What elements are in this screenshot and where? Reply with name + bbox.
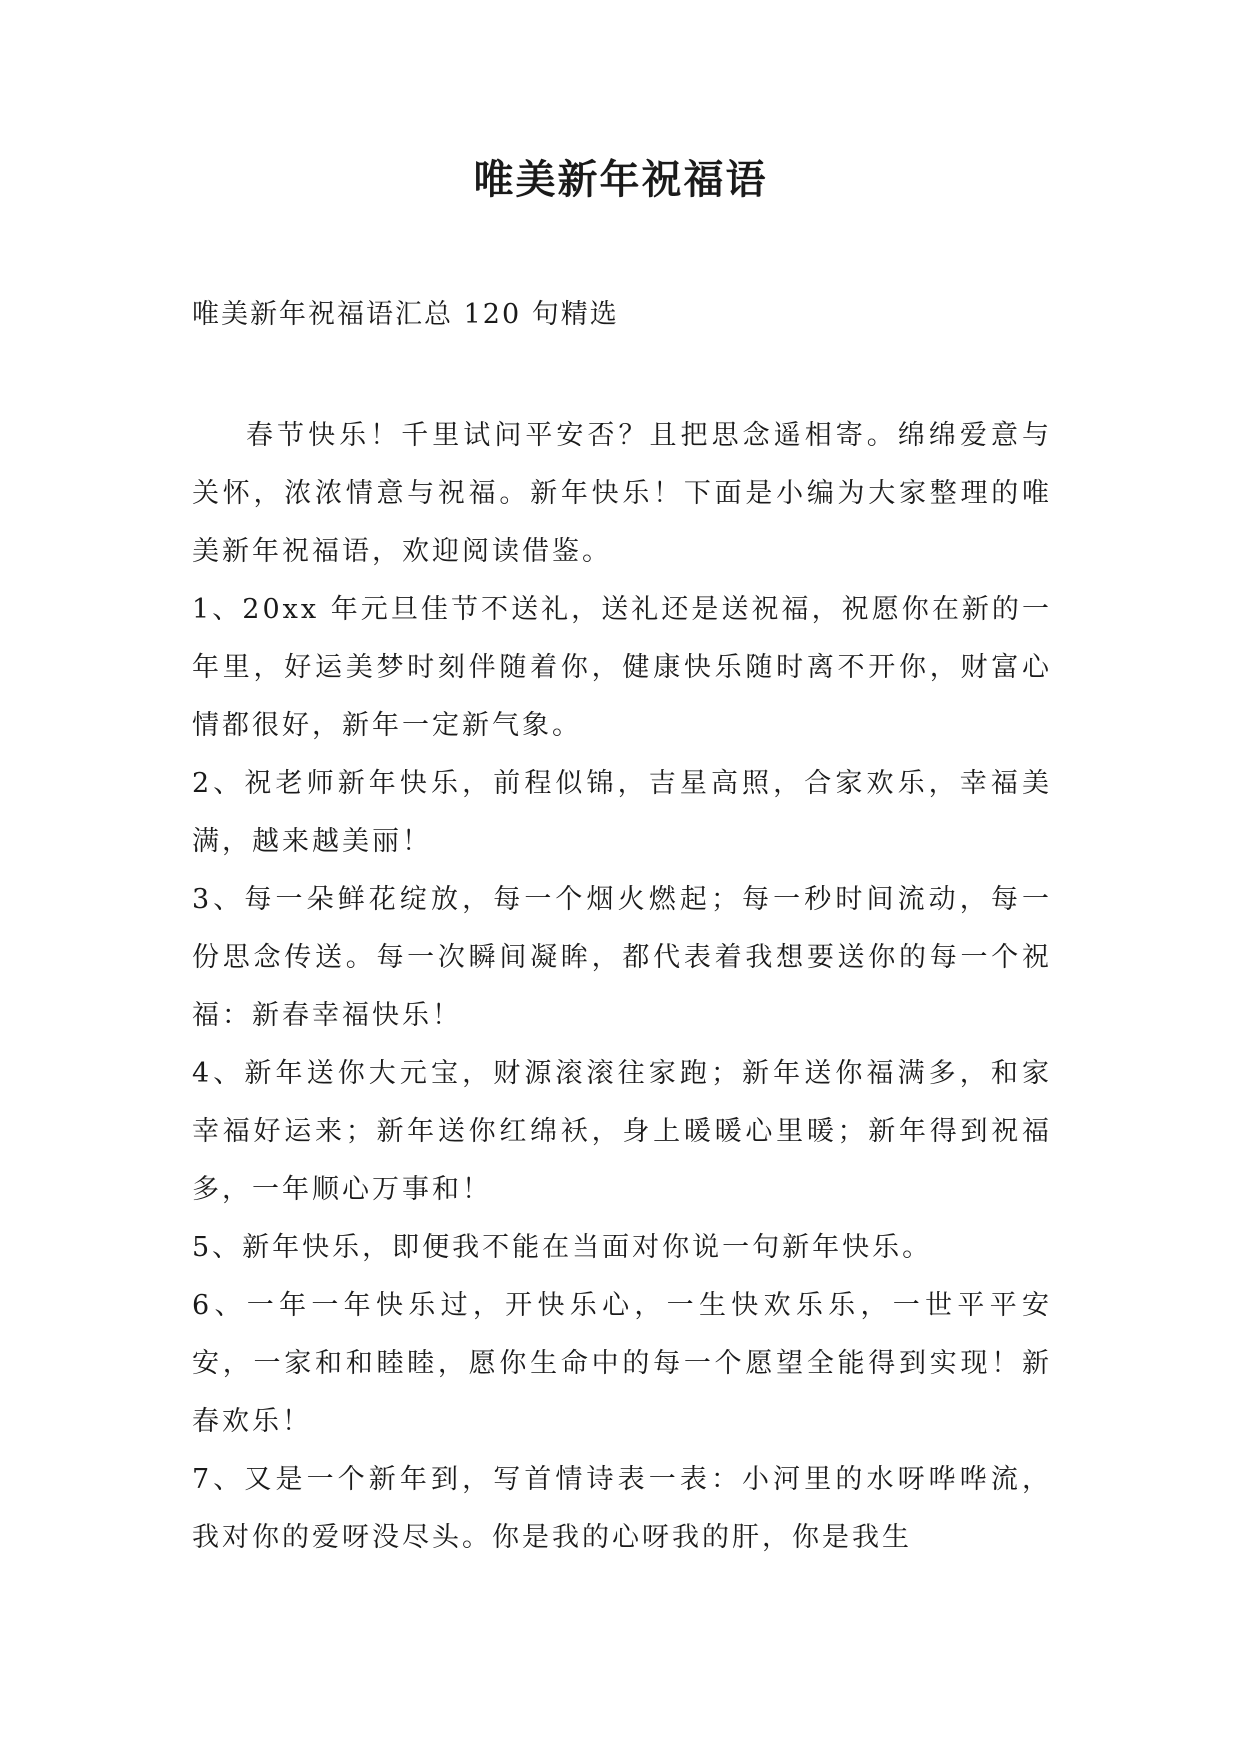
list-item: 1、20xx 年元旦佳节不送礼，送礼还是送祝福，祝愿你在新的一年里，好运美梦时刻伴随着你，健康快乐随时离不开你，财富心情都很好，新年一定新气象。	[192, 594, 1052, 741]
list-item: 2、祝老师新年快乐，前程似锦，吉星高照，合家欢乐，幸福美满，越来越美丽！	[192, 768, 1052, 857]
list-item: 7、又是一个新年到，写首情诗表一表：小河里的水呀哗哗流，我对你的爱呀没尽头。你是我的心呀我的肝，你是我生	[192, 1464, 1052, 1553]
list-item: 5、新年快乐，即便我不能在当面对你说一句新年快乐。	[192, 1232, 933, 1263]
list-item: 3、每一朵鲜花绽放，每一个烟火燃起；每一秒时间流动，每一份思念传送。每一次瞬间凝眸，都代表着我想要送你的每一个祝福：新春幸福快乐！	[192, 884, 1052, 1031]
list-item: 6、一年一年快乐过，开快乐心，一生快欢乐乐，一世平平安安，一家和和睦睦，愿你生命中的每一个愿望全能得到实现！新春欢乐！	[192, 1290, 1052, 1437]
intro-paragraph: 春节快乐！千里试问平安否？且把思念遥相寄。绵绵爱意与关怀，浓浓情意与祝福。新年快乐！下面是小编为大家整理的唯美新年祝福语，欢迎阅读借鉴。	[192, 420, 1052, 567]
document-title: 唯美新年祝福语	[473, 156, 768, 203]
document-body	[192, 407, 1052, 1567]
document-subtitle: 唯美新年祝福语汇总 120 句精选	[192, 299, 619, 330]
list-item: 4、新年送你大元宝，财源滚滚往家跑；新年送你福满多，和家幸福好运来；新年送你红绵袄，身上暖暖心里暖；新年得到祝福多，一年顺心万事和！	[192, 1058, 1052, 1205]
